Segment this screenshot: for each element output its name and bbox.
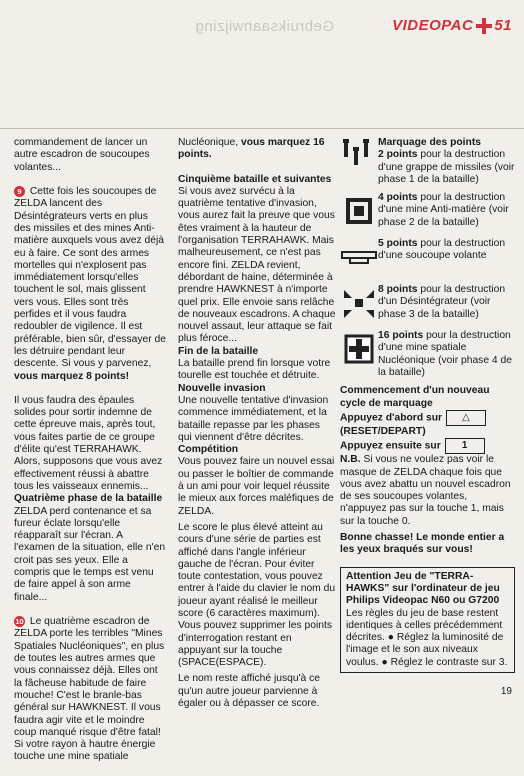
brand-left: VIDEOPAC — [392, 17, 474, 34]
heading-nouveau-cycle: Commencement d'un nouveau cycle de marquage — [340, 385, 490, 409]
page-number: 19 — [500, 686, 512, 697]
attention-title: Attention Jeu de "TERRA-HAWKS" sur l'ordinateur de jeu Philips Videopac N60 ou G7200 — [346, 570, 500, 607]
antimatter-mine-icon — [340, 192, 378, 232]
reset-key-icon: △ — [446, 410, 486, 426]
column-2 — [178, 137, 336, 722]
col1-phase4-paragraph: 10 Le quatrième escadron de ZELDA porte les terribles "Mines Spatiales Nucléoniques", en plus de toutes les autres armes que vous connaissez déjà. Elles ont la fâcheuse habitude de faire mouche! C'est le branle-bas général sur HAWKNEST. Il vous faudra agir vite et le moindre coup manqué risque d'être fatal! Si votre rayon à hautre énergie touche une mine spatiale — [14, 616, 165, 763]
heading-fin-bataille: Fin de la bataille — [178, 345, 259, 357]
flying-saucer-icon — [340, 238, 378, 278]
col1-zelda-paragraph: ZELDA perd contenance et sa fureur éclate lorsqu'elle réapparaît sur l'écran. A l'examen de la situation, elle n'en croit pas ses yeux. Elle a compris que le temps est venu de faire appel à son arme finale... — [14, 505, 166, 603]
header-divider — [0, 128, 524, 129]
col1-elite-paragraph: Il vous faudra des épaules solides pour sortir indemne de cette épreuve mais, après tout, vous faites partie de ce groupe d'élite qu'est TERRAHAWK. Alors, supposons que vous avez effectivement réussi à abattre tous les vaisseaux ennemis... — [14, 394, 163, 492]
score-antimatter-mine: 4 points pour la destruction d'une mine Anti-matière (voir phase 2 de la bataille) — [340, 192, 515, 232]
heading-nouvelle-invasion: Nouvelle invasion — [178, 382, 266, 394]
score-nucleonic-mine: 16 points pour la destruction d'une mine spatiale Nucléonique (voir phase 4 de la bataille) — [340, 330, 515, 379]
col2-score-paragraph: Le score le plus élevé atteint au cours d'une série de parties est affiché dans l'angle inférieur gauche de l'écran. Pour éviter toute contestation, vous pouvez entrer à l'aide du clavier le nom du joueur ayant réalisé le meilleur score (6 caractères maximum). Vous pouvez supprimer les points d'interrogation restant en appuyant sur la touche (SPACE(ESPACE). — [178, 521, 336, 669]
heading-cinquieme-bataille: Cinquième bataille et suivantes — [178, 173, 332, 185]
closing-line: Bonne chasse! Le monde entier a les yeux braqués sur vous! — [340, 532, 505, 556]
column-3 — [340, 137, 515, 673]
col2-competition-paragraph: Vous pouvez faire un nouvel essai ou passer le boîtier de commande à un ami pour voir lequel réussite le mieux aux forces maléfiques de ZELDA. — [178, 456, 335, 517]
col1-phase3-paragraph: 9 Cette fois les soucoupes de ZELDA lancent des Désintégrateurs verts en plus des missiles et des mines Anti-matière auxquels vous avez déjà eu à faire. Ce sont des armes mortelles qui n'explosent pas immédiatement lorsqu'elles touchent le sol, mais glissent vers vous. Elles sont très perfides et il vous faudra redoubler de vigilence. Il est préférable, bien sûr, d'essayer de les détruire pendant leur descente. Si vous y parvenez, vous marquez 8 points! — [14, 186, 166, 382]
nb-paragraph: N.B. Si vous ne voulez pas voir le masque de ZELDA chaque fois que vous avez abattu un nouvel escadron de ses soucoupes volantes, n'appuyez pas sur la touche 1, mais sur la touche 0. — [340, 454, 511, 527]
press-reset-line: Appuyez d'abord sur △ — [340, 410, 515, 426]
heading-competition: Compétition — [178, 444, 239, 456]
col2-fin-paragraph: La bataille prend fin lorsque votre tourelle est touchée et détruite. — [178, 358, 331, 382]
brand-number: 51 — [494, 17, 512, 34]
heading-quatrieme-phase: Quatrième phase de la bataille — [14, 493, 163, 505]
plus-cross-icon — [476, 18, 492, 34]
disintegrator-icon — [340, 284, 378, 324]
reset-label: (RESET/DEPART) — [340, 425, 426, 437]
step-badge-9: 9 — [14, 186, 25, 197]
missile-cluster-icon — [340, 137, 378, 177]
score-disintegrator: 8 points pour la destruction d'un Désintégrateur (voir phase 3 de la bataille) — [340, 284, 515, 324]
key-one: 1 — [445, 438, 485, 454]
mirrored-header-text: Gebruiksaanwijzing — [195, 18, 335, 35]
score-missiles: Marquage des points 2 points pour la destruction d'une grappe de missiles (voir phase 1 de la bataille) — [340, 137, 515, 186]
heading-marquage: Marquage des points — [378, 137, 481, 148]
col2-survive-paragraph: Si vous avez survécu à la quatrième tentative d'invasion, vous aurez fait la preuve que vous êtes vraiment à la hauteur de l'organisation TERRAHAWK. Mais malheureusement, ce n'est pas encore fini. ZELDA revient, débordant de haine, déterminée à prendre HAWKNEST à n'importe quel prix. Elle envoie sans relâche de nouveaux escadrons. A chaque nouvel assaut, leur attaque se fait plus féroce... — [178, 185, 336, 345]
videopac-logo — [392, 17, 512, 34]
col1-intro: commandement de lancer un autre escadron de soucoupes volantes... — [14, 137, 150, 173]
column-1 — [14, 137, 166, 776]
attention-body: Les règles du jeu de base restent identiques à celles précédemment décrites. ● Réglez la luminosité de l'image et le son aux niveaux voulus. ● Réglez le contraste sur 3. — [346, 607, 508, 668]
col2-intro: Nucléonique, vous marquez 16 points. — [178, 137, 325, 161]
nucleonic-mine-icon — [340, 330, 378, 370]
score-flying-saucer: 5 points pour la destruction d'une soucoupe volante — [340, 238, 515, 278]
press-one-line: Appuyez ensuite sur 1 — [340, 438, 515, 454]
attention-box — [340, 567, 515, 673]
col2-name-paragraph: Le nom reste affiché jusqu'à ce qu'un autre joueur parvienne à égaler ou à dépasser ce score. — [178, 673, 321, 710]
col2-invasion-paragraph: Une nouvelle tentative d'invasion commence immédiatement, et la bataille repasse par les phases qui viennent d'être décrites. — [178, 394, 329, 443]
step-badge-10: 10 — [15, 616, 24, 626]
